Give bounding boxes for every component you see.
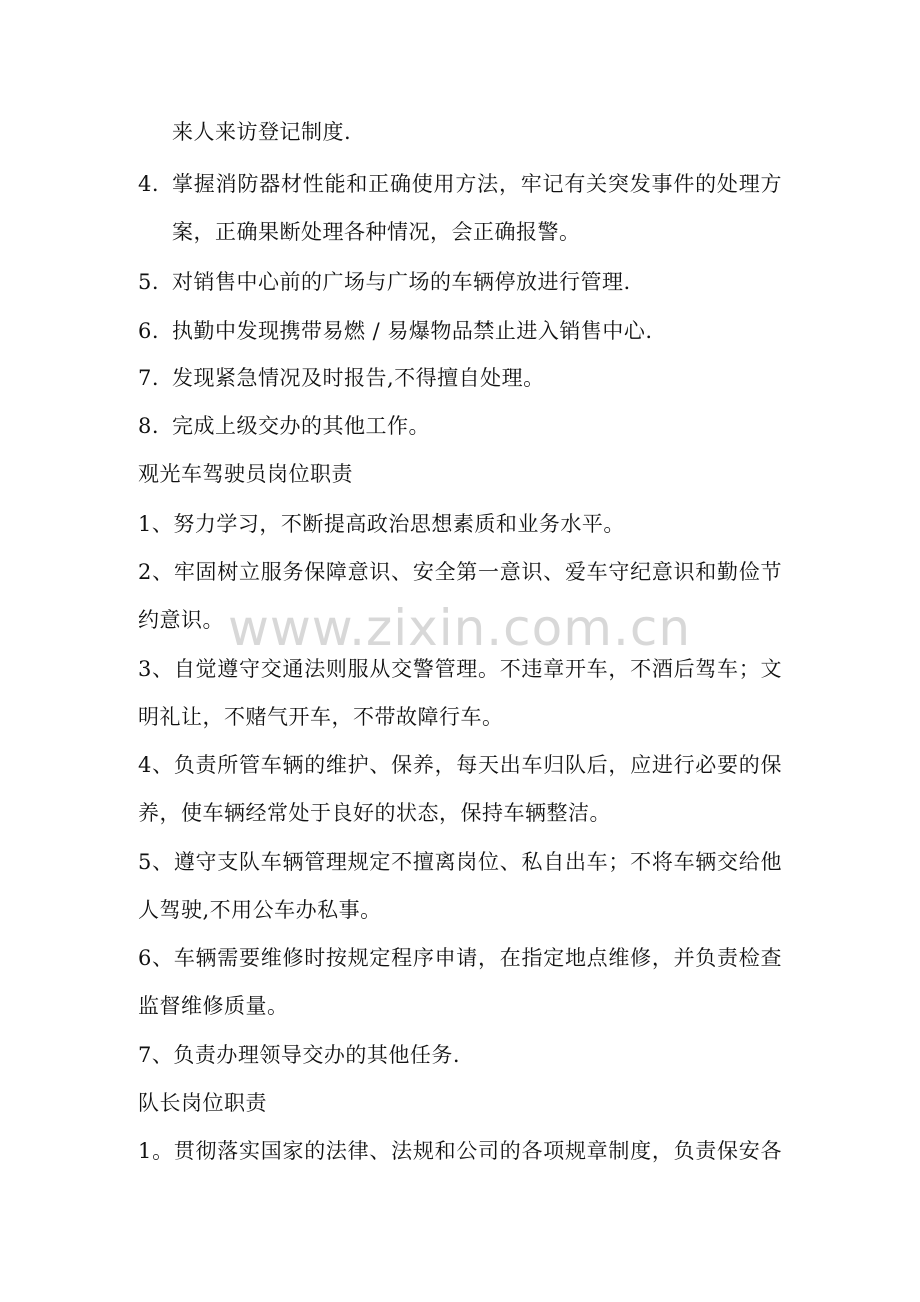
duty-line-1: 2、牢固树立服务保障意识、安全第一意识、爱车守纪意识和勤俭节 bbox=[138, 560, 782, 584]
item-text-line-1: 掌握消防器材性能和正确使用方法，牢记有关突发事件的处理方 bbox=[172, 172, 782, 196]
item-text-line-1: 完成上级交办的其他工作。 bbox=[172, 414, 430, 438]
duty-line-1: 3、自觉遵守交通法则服从交警管理。不违章开车，不酒后驾车；文 bbox=[138, 657, 782, 681]
duty-line-2: 养，使车辆经常处于良好的状态，保持车辆整洁。 bbox=[138, 801, 611, 825]
driver-duty-7: 7、负责办理领导交办的其他任务. bbox=[138, 1043, 461, 1067]
section-heading-captain: 队长岗位职责 bbox=[138, 1091, 267, 1115]
item-number: 5. bbox=[138, 270, 160, 294]
security-item-3-continuation: 来人来访登记制度. bbox=[172, 120, 352, 144]
item-text-line-2: 案，正确果断处理各种情况，会正确报警。 bbox=[172, 220, 581, 244]
driver-duty-1: 1、努力学习，不断提高政治思想素质和业务水平。 bbox=[138, 512, 625, 536]
section-heading-driver: 观光车驾驶员岗位职责 bbox=[138, 462, 353, 486]
duty-line-1: 6、车辆需要维修时按规定程序申请，在指定地点维修，并负责检查 bbox=[138, 946, 782, 970]
duty-line-2: 监督维修质量。 bbox=[138, 994, 289, 1018]
duty-line-2: 明礼让，不赌气开车，不带故障行车。 bbox=[138, 705, 504, 729]
item-number: 7. bbox=[138, 366, 160, 390]
item-number: 8. bbox=[138, 414, 160, 438]
duty-line-2: 人驾驶,不用公车办私事。 bbox=[138, 898, 382, 922]
item-number: 4. bbox=[138, 172, 160, 196]
captain-duty-1: 1。贯彻落实国家的法律、法规和公司的各项规章制度，负责保安各 bbox=[138, 1139, 782, 1163]
item-text-line-1: 对销售中心前的广场与广场的车辆停放进行管理. bbox=[172, 270, 631, 294]
duty-line-2: 约意识。 bbox=[138, 608, 224, 632]
item-number: 6. bbox=[138, 319, 160, 343]
watermark: www.zixin.com.cn bbox=[228, 599, 692, 657]
duty-line-1: 4、负责所管车辆的维护、保养，每天出车归队后，应进行必要的保 bbox=[138, 753, 782, 777]
item-text-line-1: 发现紧急情况及时报告,不得擅自处理。 bbox=[172, 366, 545, 390]
duty-line-1: 5、遵守支队车辆管理规定不擅离岗位、私自出车；不将车辆交给他 bbox=[138, 850, 782, 874]
item-text-line-1: 执勤中发现携带易燃 / 易爆物品禁止进入销售中心. bbox=[172, 319, 653, 343]
